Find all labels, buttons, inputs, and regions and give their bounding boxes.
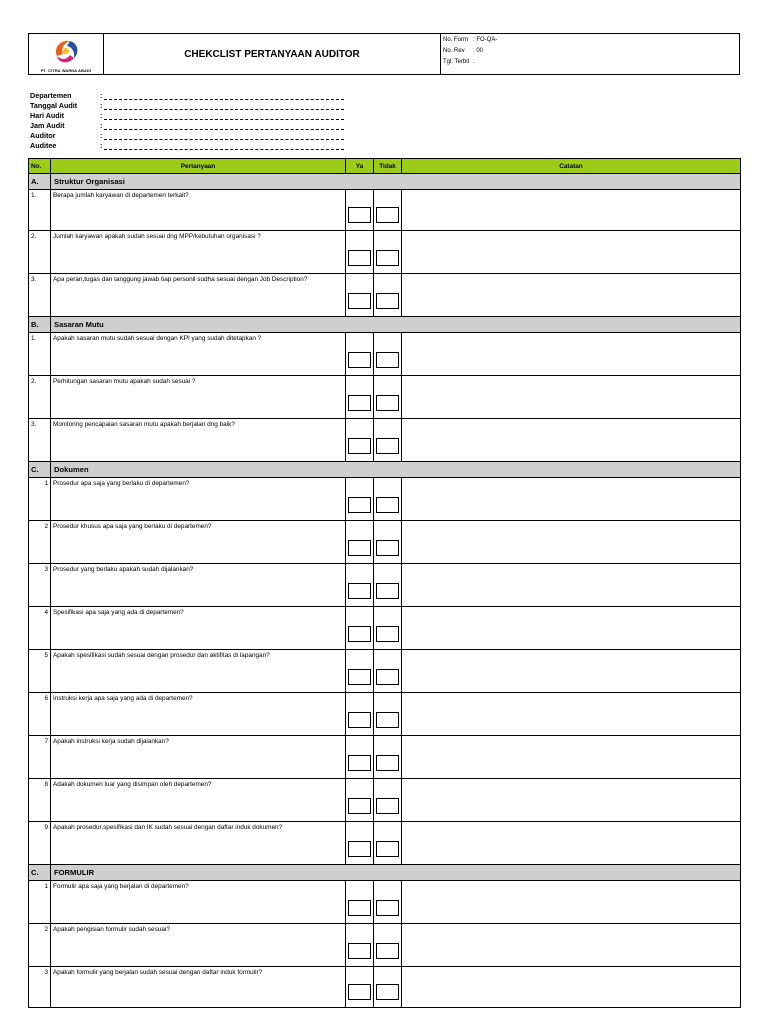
table-row [29,736,741,779]
section-title: Struktur Organisasi [51,174,741,190]
notes-cell[interactable] [402,779,741,822]
document-header [28,33,740,75]
yes-checkbox[interactable] [348,798,371,814]
question-text: Prosedur apa saja yang berlaku di departemen? [51,478,346,521]
hari-field[interactable] [104,112,344,120]
item-number: 2 [29,521,51,564]
yes-checkbox[interactable] [348,626,371,642]
item-number: 1 [29,478,51,521]
yes-checkbox[interactable] [348,841,371,857]
table-row [29,419,741,462]
info-departemen: Departemen : [28,90,740,100]
tanggal-field[interactable] [104,102,344,110]
section-title: Sasaran Mutu [51,317,741,333]
notes-cell[interactable] [402,333,741,376]
yes-cell [346,376,374,419]
company-name: PT. CITRA WARNA ABADI [40,69,92,73]
table-body [29,174,741,1008]
no-checkbox[interactable] [376,352,399,368]
yes-cell [346,967,374,1008]
yes-cell [346,924,374,967]
section-header [29,317,741,333]
notes-cell[interactable] [402,478,741,521]
item-number: 2 [29,924,51,967]
notes-cell[interactable] [402,693,741,736]
item-number: 3 [29,564,51,607]
section-title: Dokumen [51,462,741,478]
no-checkbox[interactable] [376,798,399,814]
revision-row: No. Rev : 00 [443,48,484,54]
table-row [29,376,741,419]
notes-cell[interactable] [402,274,741,317]
yes-checkbox[interactable] [348,497,371,513]
section-title: FORMULIR [51,865,741,881]
yes-cell [346,650,374,693]
table-row [29,333,741,376]
info-auditor: Auditor : [28,130,740,140]
no-cell [374,190,402,231]
yes-checkbox[interactable] [348,943,371,959]
form-number-row: No. Form : FO-QA- [443,37,498,43]
section-header [29,174,741,190]
section-number: C. [29,462,51,478]
table-row [29,231,741,274]
notes-cell[interactable] [402,231,741,274]
issue-date-row: Tgl. Terbit : [443,59,475,65]
no-checkbox[interactable] [376,250,399,266]
question-text: Berapa jumlah karyawan di departemen terkait? [51,190,346,231]
yes-checkbox[interactable] [348,583,371,599]
col-yes: Ya [346,159,374,174]
yes-cell [346,478,374,521]
logo [29,34,104,74]
item-number: 2. [29,231,51,274]
checklist-sheet [28,33,740,1008]
table-row [29,693,741,736]
table-row [29,607,741,650]
notes-cell[interactable] [402,521,741,564]
yes-checkbox[interactable] [348,352,371,368]
checklist-table [28,158,741,1008]
yes-cell [346,693,374,736]
question-text: Apakah sasaran mutu sudah sesuai dengan KPI yang sudah ditetapkan ? [51,333,346,376]
item-number: 1. [29,190,51,231]
yes-cell [346,333,374,376]
info-tanggal: Tanggal Audit : [28,100,740,110]
no-checkbox[interactable] [376,900,399,916]
question-text: Jumlah karyawan apakah sudah sesuai dng MPP/kebutuhan organisasi ? [51,231,346,274]
yes-checkbox[interactable] [348,712,371,728]
yes-checkbox[interactable] [348,755,371,771]
no-checkbox[interactable] [376,626,399,642]
no-cell [374,478,402,521]
no-cell [374,607,402,650]
table-row [29,822,741,865]
section-number: C. [29,865,51,881]
no-cell [374,822,402,865]
question-text: Prosedur khusus apa saja yang berlaku di departemen? [51,521,346,564]
question-text: Adakah dokumen luar yang disimpan oleh departemen? [51,779,346,822]
question-text: Formulir apa saja yang berjalan di departemen? [51,881,346,924]
col-notes: Catatan [402,159,741,174]
no-cell [374,650,402,693]
form-info [441,34,739,74]
no-cell [374,521,402,564]
yes-checkbox[interactable] [348,250,371,266]
info-auditee: Auditee : [28,140,740,150]
item-number: 3. [29,274,51,317]
item-number: 3. [29,419,51,462]
no-checkbox[interactable] [376,497,399,513]
notes-cell[interactable] [402,607,741,650]
no-checkbox[interactable] [376,293,399,309]
col-question: Pertanyaan [51,159,346,174]
info-hari: Hari Audit : [28,110,740,120]
table-row [29,924,741,967]
table-row [29,274,741,317]
question-text: Perhitungan sasaran mutu apakah sudah sesuai ? [51,376,346,419]
no-cell [374,564,402,607]
auditee-field[interactable] [104,142,344,150]
yes-checkbox[interactable] [348,207,371,223]
table-row [29,478,741,521]
no-checkbox[interactable] [376,583,399,599]
yes-cell [346,736,374,779]
no-checkbox[interactable] [376,755,399,771]
yes-cell [346,231,374,274]
no-checkbox[interactable] [376,943,399,959]
item-number: 9 [29,822,51,865]
notes-cell[interactable] [402,924,741,967]
no-cell [374,736,402,779]
yes-checkbox[interactable] [348,900,371,916]
swirl-logo-icon [51,36,81,66]
departemen-field[interactable] [104,92,344,100]
question-text: Instruksi kerja apa saja yang ada di departemen? [51,693,346,736]
table-row [29,190,741,231]
notes-cell[interactable] [402,376,741,419]
no-checkbox[interactable] [376,207,399,223]
no-cell [374,376,402,419]
question-text: Apakah pengisian formulir sudah sesuai? [51,924,346,967]
jam-field[interactable] [104,122,344,130]
no-cell [374,231,402,274]
section-number: B. [29,317,51,333]
notes-cell[interactable] [402,881,741,924]
item-number: 2. [29,376,51,419]
yes-cell [346,274,374,317]
col-no: No. [29,159,51,174]
no-cell [374,779,402,822]
notes-cell[interactable] [402,419,741,462]
yes-checkbox[interactable] [348,984,371,1000]
yes-cell [346,521,374,564]
section-header [29,865,741,881]
yes-cell [346,190,374,231]
yes-checkbox[interactable] [348,293,371,309]
question-text: Prosedur yang berlaku apakah sudah dijalankan? [51,564,346,607]
no-checkbox[interactable] [376,984,399,1000]
question-text: Apa peran,tugas dan tanggung jawab tiap personil sudha sesuai dengan Job Description? [51,274,346,317]
info-jam: Jam Audit : [28,120,740,130]
no-cell [374,881,402,924]
item-number: 6 [29,693,51,736]
table-header [29,159,741,174]
yes-checkbox[interactable] [348,669,371,685]
table-row [29,650,741,693]
question-text: Monitoring pencapaian sasaran mutu apakah berjalan dng baik? [51,419,346,462]
item-number: 3 [29,967,51,1008]
document-title: CHEKCLIST PERTANYAAN AUDITOR [104,34,441,74]
yes-cell [346,564,374,607]
notes-cell[interactable] [402,190,741,231]
yes-checkbox[interactable] [348,395,371,411]
notes-cell[interactable] [402,650,741,693]
no-checkbox[interactable] [376,540,399,556]
table-row [29,564,741,607]
item-number: 1. [29,333,51,376]
yes-cell [346,779,374,822]
no-cell [374,924,402,967]
item-number: 8 [29,779,51,822]
no-cell [374,693,402,736]
auditor-field[interactable] [104,132,344,140]
yes-cell [346,607,374,650]
no-cell [374,967,402,1008]
no-checkbox[interactable] [376,841,399,857]
yes-cell [346,822,374,865]
notes-cell[interactable] [402,736,741,779]
notes-cell[interactable] [402,564,741,607]
question-text: Apakah prosedur,spesifikasi dan IK sudah sesuai dengan daftar induk dokumen? [51,822,346,865]
table-row [29,521,741,564]
yes-checkbox[interactable] [348,438,371,454]
no-checkbox[interactable] [376,669,399,685]
no-cell [374,274,402,317]
no-checkbox[interactable] [376,395,399,411]
item-number: 7 [29,736,51,779]
table-row [29,881,741,924]
section-header [29,462,741,478]
yes-cell [346,881,374,924]
yes-checkbox[interactable] [348,540,371,556]
no-checkbox[interactable] [376,712,399,728]
yes-cell [346,419,374,462]
notes-cell[interactable] [402,822,741,865]
item-number: 5 [29,650,51,693]
col-no-answer: Tidak [374,159,402,174]
section-number: A. [29,174,51,190]
question-text: Apakah instruksi kerja sudah dijalankan? [51,736,346,779]
table-row [29,967,741,1008]
no-cell [374,419,402,462]
no-checkbox[interactable] [376,438,399,454]
no-cell [374,333,402,376]
question-text: Spesifikasi apa saja yang ada di departemen? [51,607,346,650]
question-text: Apakah formulir yang berjalan sudah sesuai dengan daftar induk formulir? [51,967,346,1008]
audit-info [28,90,740,150]
item-number: 4 [29,607,51,650]
notes-cell[interactable] [402,967,741,1008]
question-text: Apakah spesifikasi sudah sesuai dengan prosedur dan aktifitas di lapangan? [51,650,346,693]
table-row [29,779,741,822]
item-number: 1 [29,881,51,924]
